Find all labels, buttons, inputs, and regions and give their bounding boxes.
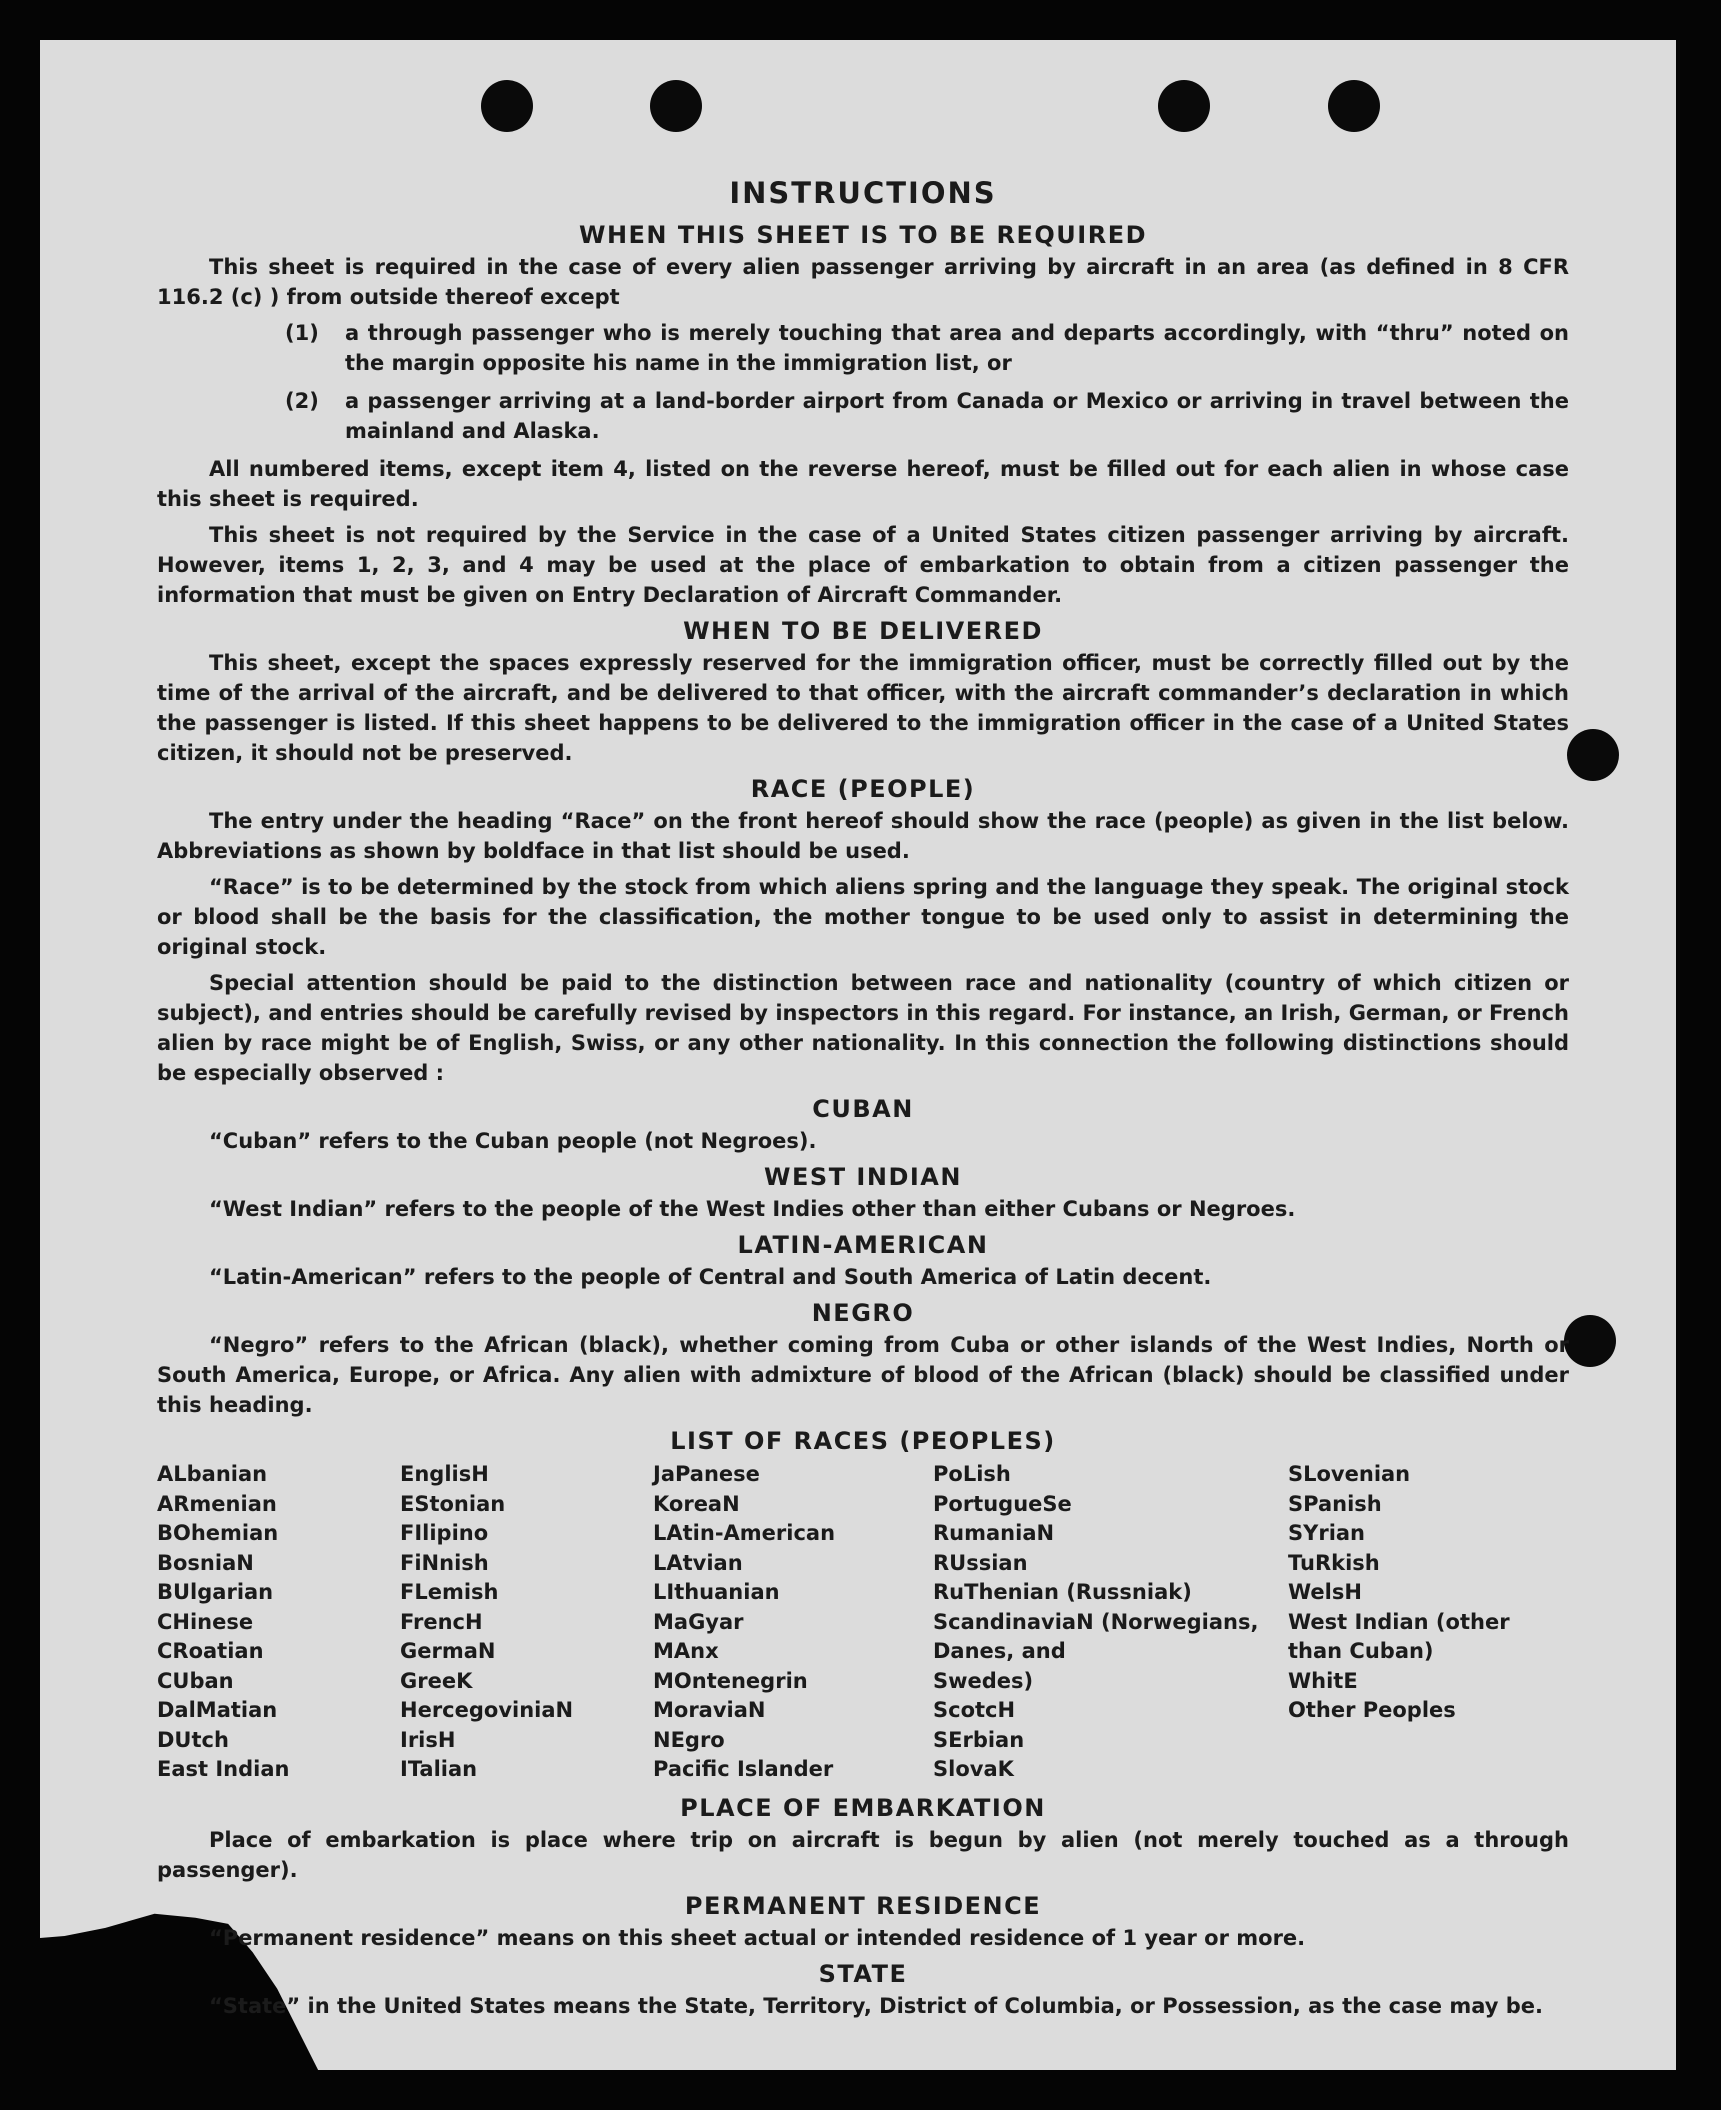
section-heading: NEGRO: [811, 1299, 915, 1327]
race-entry: SErbian: [933, 1727, 1025, 1752]
race-entry: SlovaK: [933, 1757, 1014, 1781]
race-entry: than Cuban): [1288, 1639, 1434, 1663]
section-heading: WHEN TO BE DELIVERED: [683, 617, 1043, 645]
race-entry: Other Peoples: [1288, 1698, 1456, 1722]
race-entry: GermaN: [400, 1639, 496, 1663]
section-heading: CUBAN: [812, 1095, 914, 1123]
section-heading: RACE (PEOPLE): [750, 775, 976, 803]
race-column: [157, 1460, 400, 1785]
paragraph: “Race” is to be determined by the stock from which aliens spring and the language they speak. The original stock or blood shall be the basis for the classification, the mother tongue to be used only to assist in determining the original stock.: [157, 875, 1569, 959]
race-entry: PoLish: [933, 1462, 1011, 1486]
punch-hole: [1564, 1315, 1616, 1367]
race-entry: CRoatian: [157, 1639, 264, 1663]
race-entry: BUlgarian: [157, 1580, 274, 1604]
race-entry: ARmenian: [157, 1491, 277, 1516]
race-entry: DalMatian: [157, 1698, 278, 1722]
section-heading: PERMANENT RESIDENCE: [684, 1891, 1042, 1920]
section-heading: LIST OF RACES (PEOPLES): [670, 1427, 1056, 1455]
race-entry: MAnx: [653, 1639, 719, 1663]
item-text: a passenger arriving at a land-border airport from Canada or Mexico or arriving in travel between the mainland and Alaska.: [345, 389, 1569, 443]
race-entry: HercegoviniaN: [400, 1698, 574, 1722]
paragraph: “Permanent residence” means on this sheet actual or intended residence of 1 year or more.: [209, 1925, 1306, 1950]
page-title: INSTRUCTIONS: [729, 176, 997, 210]
race-entry: FrencH: [400, 1609, 483, 1634]
race-entry: West Indian (other: [1288, 1609, 1510, 1634]
race-entry: Pacific Islander: [653, 1757, 834, 1781]
paragraph: “Latin-American” refers to the people of Central and South America of Latin decent.: [209, 1265, 1212, 1289]
race-entry: FIlipino: [400, 1521, 489, 1545]
paragraph: “State” in the United States means the State, Territory, District of Columbia, or Possession, as the case may be.: [209, 1993, 1543, 2018]
race-entry: PortugueSe: [933, 1491, 1072, 1516]
race-entry: WhitE: [1288, 1668, 1358, 1693]
race-list: [157, 1460, 1569, 1785]
race-entry: JaPanese: [653, 1462, 760, 1486]
item-number: (2): [285, 389, 319, 413]
section-heading: WHEN THIS SHEET IS TO BE REQUIRED: [578, 221, 1148, 249]
race-entry: ScandinaviaN (Norwegians,: [933, 1609, 1259, 1634]
section-heading: WEST INDIAN: [764, 1163, 962, 1191]
punch-hole: [1328, 80, 1380, 132]
race-entry: RuThenian (Russniak): [933, 1580, 1192, 1604]
numbered-item: [285, 386, 1569, 446]
race-entry: FiNnish: [400, 1550, 489, 1575]
paragraph: “West Indian” refers to the people of the West Indies other than either Cubans or Negroes.: [209, 1197, 1296, 1221]
race-entry: Danes, and: [933, 1639, 1066, 1663]
instructions-content: [157, 172, 1569, 2027]
paragraph: Special attention should be paid to the distinction between race and nationality (country of which citizen or subject), and entries should be carefully revised by inspectors in this regard. For instance, an Irish, German, or French alien by race might be of English, Swiss, or any other nationality. In this connection the following distinctions should be especially observed :: [157, 971, 1569, 1085]
race-entry: SLovenian: [1288, 1462, 1411, 1486]
race-entry: KoreaN: [653, 1491, 740, 1516]
punch-hole: [1567, 729, 1619, 781]
section-heading: PLACE OF EMBARKATION: [680, 1793, 1046, 1822]
race-entry: NEgro: [653, 1727, 725, 1752]
race-entry: RUssian: [933, 1550, 1028, 1575]
race-entry: ALbanian: [157, 1462, 268, 1486]
punch-hole: [650, 80, 702, 132]
race-entry: LAtin-American: [653, 1521, 836, 1545]
race-entry: East Indian: [157, 1757, 290, 1781]
race-entry: SYrian: [1288, 1521, 1366, 1545]
race-entry: MOntenegrin: [653, 1668, 808, 1693]
paragraph: “Negro” refers to the African (black), whether coming from Cuba or other islands of the West Indies, North or South America, Europe, or Africa. Any alien with admixture of blood of the African (black) should be classified under this heading.: [157, 1333, 1569, 1417]
race-entry: SPanish: [1288, 1491, 1382, 1516]
race-column: [933, 1460, 1288, 1785]
race-entry: LIthuanian: [653, 1580, 780, 1604]
paragraph: The entry under the heading “Race” on the front hereof should show the race (people) as given in the list below. Abbreviations as shown by boldface in that list should be used.: [157, 809, 1569, 863]
race-column: [1288, 1460, 1569, 1785]
race-column: [653, 1460, 933, 1785]
race-entry: WelsH: [1288, 1580, 1362, 1604]
race-entry: ITalian: [400, 1757, 478, 1781]
section-heading: STATE: [818, 1959, 908, 1988]
race-entry: LAtvian: [653, 1550, 743, 1575]
race-entry: IrisH: [400, 1727, 456, 1752]
race-entry: DUtch: [157, 1727, 229, 1752]
punch-hole: [1158, 80, 1210, 132]
item-text: a through passenger who is merely touching that area and departs accordingly, with “thru” noted on the margin opposite his name in the immigration list, or: [345, 321, 1569, 375]
race-column: [400, 1460, 653, 1785]
race-entry: FLemish: [400, 1580, 499, 1604]
race-entry: ScotcH: [933, 1698, 1016, 1722]
paragraph: All numbered items, except item 4, listed on the reverse hereof, must be filled out for each alien in whose case this sheet is required.: [157, 457, 1569, 511]
section-heading: LATIN-AMERICAN: [737, 1231, 989, 1259]
paragraph: Place of embarkation is place where trip on aircraft is begun by alien (not merely touched as a through passenger).: [157, 1827, 1569, 1882]
punch-hole: [481, 80, 533, 132]
race-entry: BOhemian: [157, 1521, 279, 1545]
race-entry: Swedes): [933, 1668, 1034, 1693]
race-entry: GreeK: [400, 1668, 473, 1693]
numbered-item: [285, 318, 1569, 378]
race-entry: MaGyar: [653, 1609, 744, 1634]
race-entry: CHinese: [157, 1609, 254, 1634]
item-number: (1): [285, 321, 319, 345]
race-entry: CUban: [157, 1668, 234, 1693]
paragraph: This sheet is required in the case of every alien passenger arriving by aircraft in an area (as defined in 8 CFR 116.2 (c) ) from outside thereof except: [157, 255, 1569, 309]
race-entry: EnglisH: [400, 1462, 489, 1486]
paragraph: This sheet, except the spaces expressly reserved for the immigration officer, must be correctly filled out by the time of the arrival of the aircraft, and be delivered to that officer, with the aircraft commander’s declaration in which the passenger is listed. If this sheet happens to be delivered to the immigration officer in the case of a United States citizen, it should not be preserved.: [157, 651, 1569, 765]
paragraph: This sheet is not required by the Service in the case of a United States citizen passenger arriving by aircraft. However, items 1, 2, 3, and 4 may be used at the place of embarkation to obtain from a citizen passenger the information that must be given on Entry Declaration of Aircraft Commander.: [157, 523, 1569, 607]
race-entry: BosniaN: [157, 1550, 254, 1575]
race-entry: TuRkish: [1288, 1550, 1380, 1575]
race-entry: MoraviaN: [653, 1698, 766, 1722]
race-entry: EStonian: [400, 1491, 506, 1516]
paragraph: “Cuban” refers to the Cuban people (not Negroes).: [209, 1129, 817, 1153]
race-entry: RumaniaN: [933, 1521, 1055, 1545]
